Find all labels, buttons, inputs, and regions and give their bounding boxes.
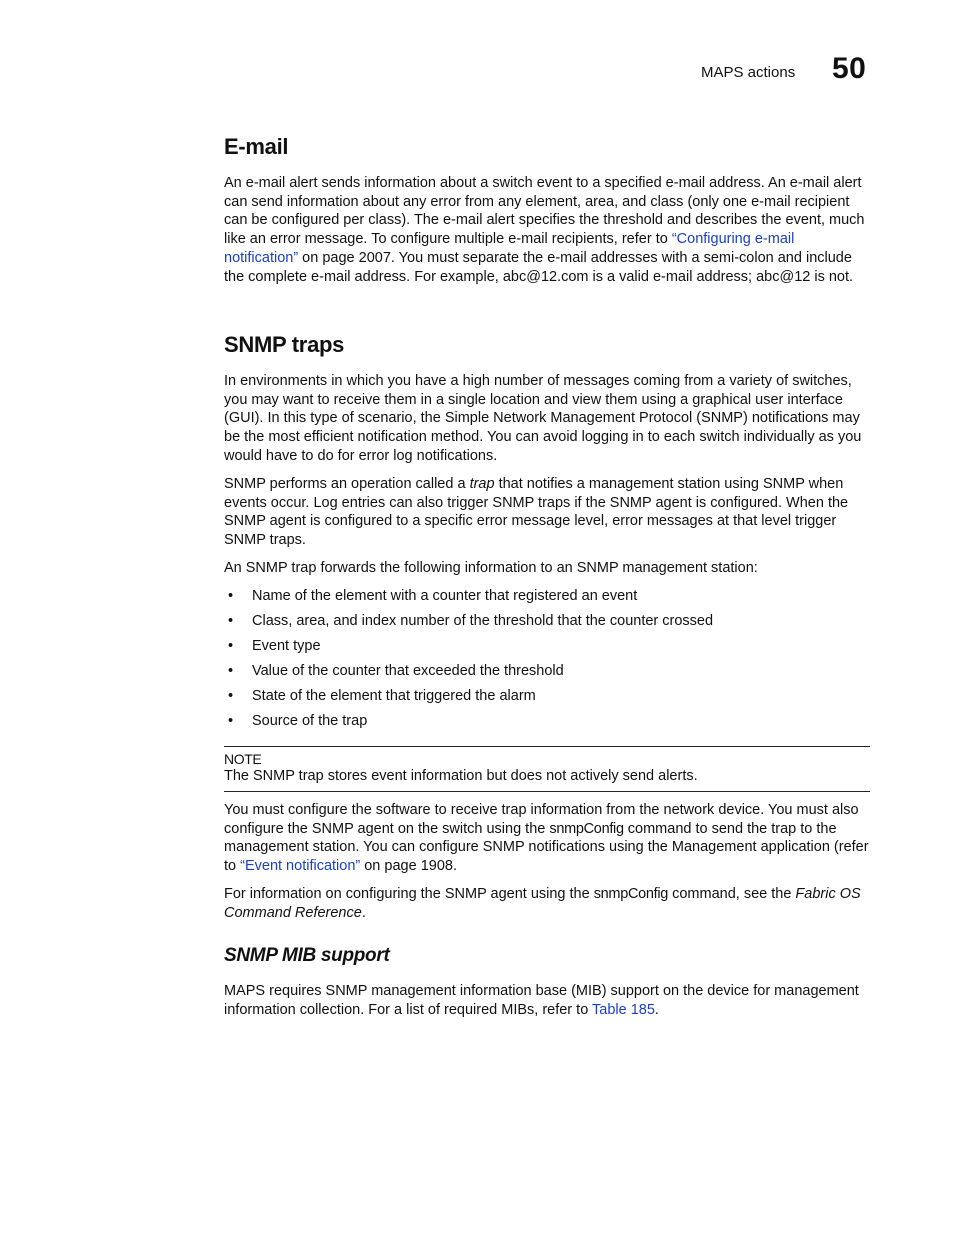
bullet-icon: •: [228, 613, 234, 629]
configuring-email-notification-link[interactable]: “Configuring e-mail notification”: [224, 231, 795, 266]
snmp-paragraph-3: An SNMP trap forwards the following information to an SNMP management station:: [224, 560, 758, 576]
table-185-link[interactable]: Table 185: [592, 1001, 655, 1018]
list-item: • Class, area, and index number of the threshold that the counter crossed: [228, 613, 714, 629]
snmpconfig-command: snmpConfig: [549, 820, 624, 837]
heading-snmp-traps: SNMP traps: [224, 332, 345, 357]
list-item: • Source of the trap: [228, 713, 368, 729]
bullet-icon: •: [228, 688, 234, 704]
bullet-icon: •: [228, 588, 234, 604]
snmp-paragraph-5: For information on configuring the SNMP agent using the snmpConfig command, see the Fabric OS Command Reference.: [224, 886, 861, 921]
list-item: • Event type: [228, 638, 321, 654]
event-notification-link[interactable]: “Event notification”: [240, 858, 361, 875]
trap-info-list: [224, 586, 870, 736]
mib-paragraph: MAPS requires SNMP management information base (MIB) support on the device for management information collection. For a list of required MIBs, refer to Table 185.: [224, 983, 859, 1018]
email-paragraph: An e-mail alert sends information about a switch event to a specified e-mail address. An e-mail alert can send information about any error from any element, area, and class (only one e-mail recipient can be configured per class). The e-mail alert specifies the threshold and describes the event, much like an error message. To configure multiple e-mail recipients, refer to “Configuring e-mail notification” on page 2007. You must separate the e-mail addresses with a semi-colon and include the complete e-mail address. For example, abc@12.com is a valid e-mail address; abc@12 is not.: [224, 175, 865, 285]
note-label: NOTE: [224, 751, 262, 767]
note-box: [224, 746, 870, 792]
bullet-icon: •: [228, 638, 234, 654]
bullet-icon: •: [228, 663, 234, 679]
heading-snmp-mib-support: SNMP MIB support: [224, 945, 390, 966]
list-item: • Name of the element with a counter that registered an event: [228, 588, 638, 604]
bullet-icon: •: [228, 713, 234, 729]
list-item: • State of the element that triggered the alarm: [228, 688, 536, 704]
snmpconfig-command: snmpConfig: [593, 886, 669, 902]
snmp-paragraph-2: SNMP performs an operation called a trap that notifies a management station using SNMP when events occur. Log entries can also trigger SNMP traps if the SNMP agent is configured. When the SNMP agent is configured to a specific error message level, error messages at that level trigger SNMP traps.: [224, 476, 849, 549]
list-item: • Value of the counter that exceeded the threshold: [228, 663, 564, 679]
snmp-paragraph-1: In environments in which you have a high number of messages coming from a variety of switches, you may want to receive them in a single location and view them using a graphical user interface (GUI). In this type of scenario, the Simple Network Management Protocol (SNMP) notifications may be the most efficient notification method. You can avoid logging in to each switch individually as you would have to do for error log notifications.: [224, 373, 862, 464]
chapter-number: 50: [832, 52, 867, 85]
heading-email: E-mail: [224, 134, 289, 159]
running-header-section: MAPS actions: [701, 64, 796, 81]
snmp-paragraph-4: You must configure the software to receive trap information from the network device. You must also configure the SNMP agent on the switch using the snmpConfig command to send the trap to the management station. You can configure SNMP notifications using the Management application (refer to “Event notification” on page 1908.: [224, 802, 869, 875]
note-text: The SNMP trap stores event information but does not actively send alerts.: [224, 768, 698, 784]
